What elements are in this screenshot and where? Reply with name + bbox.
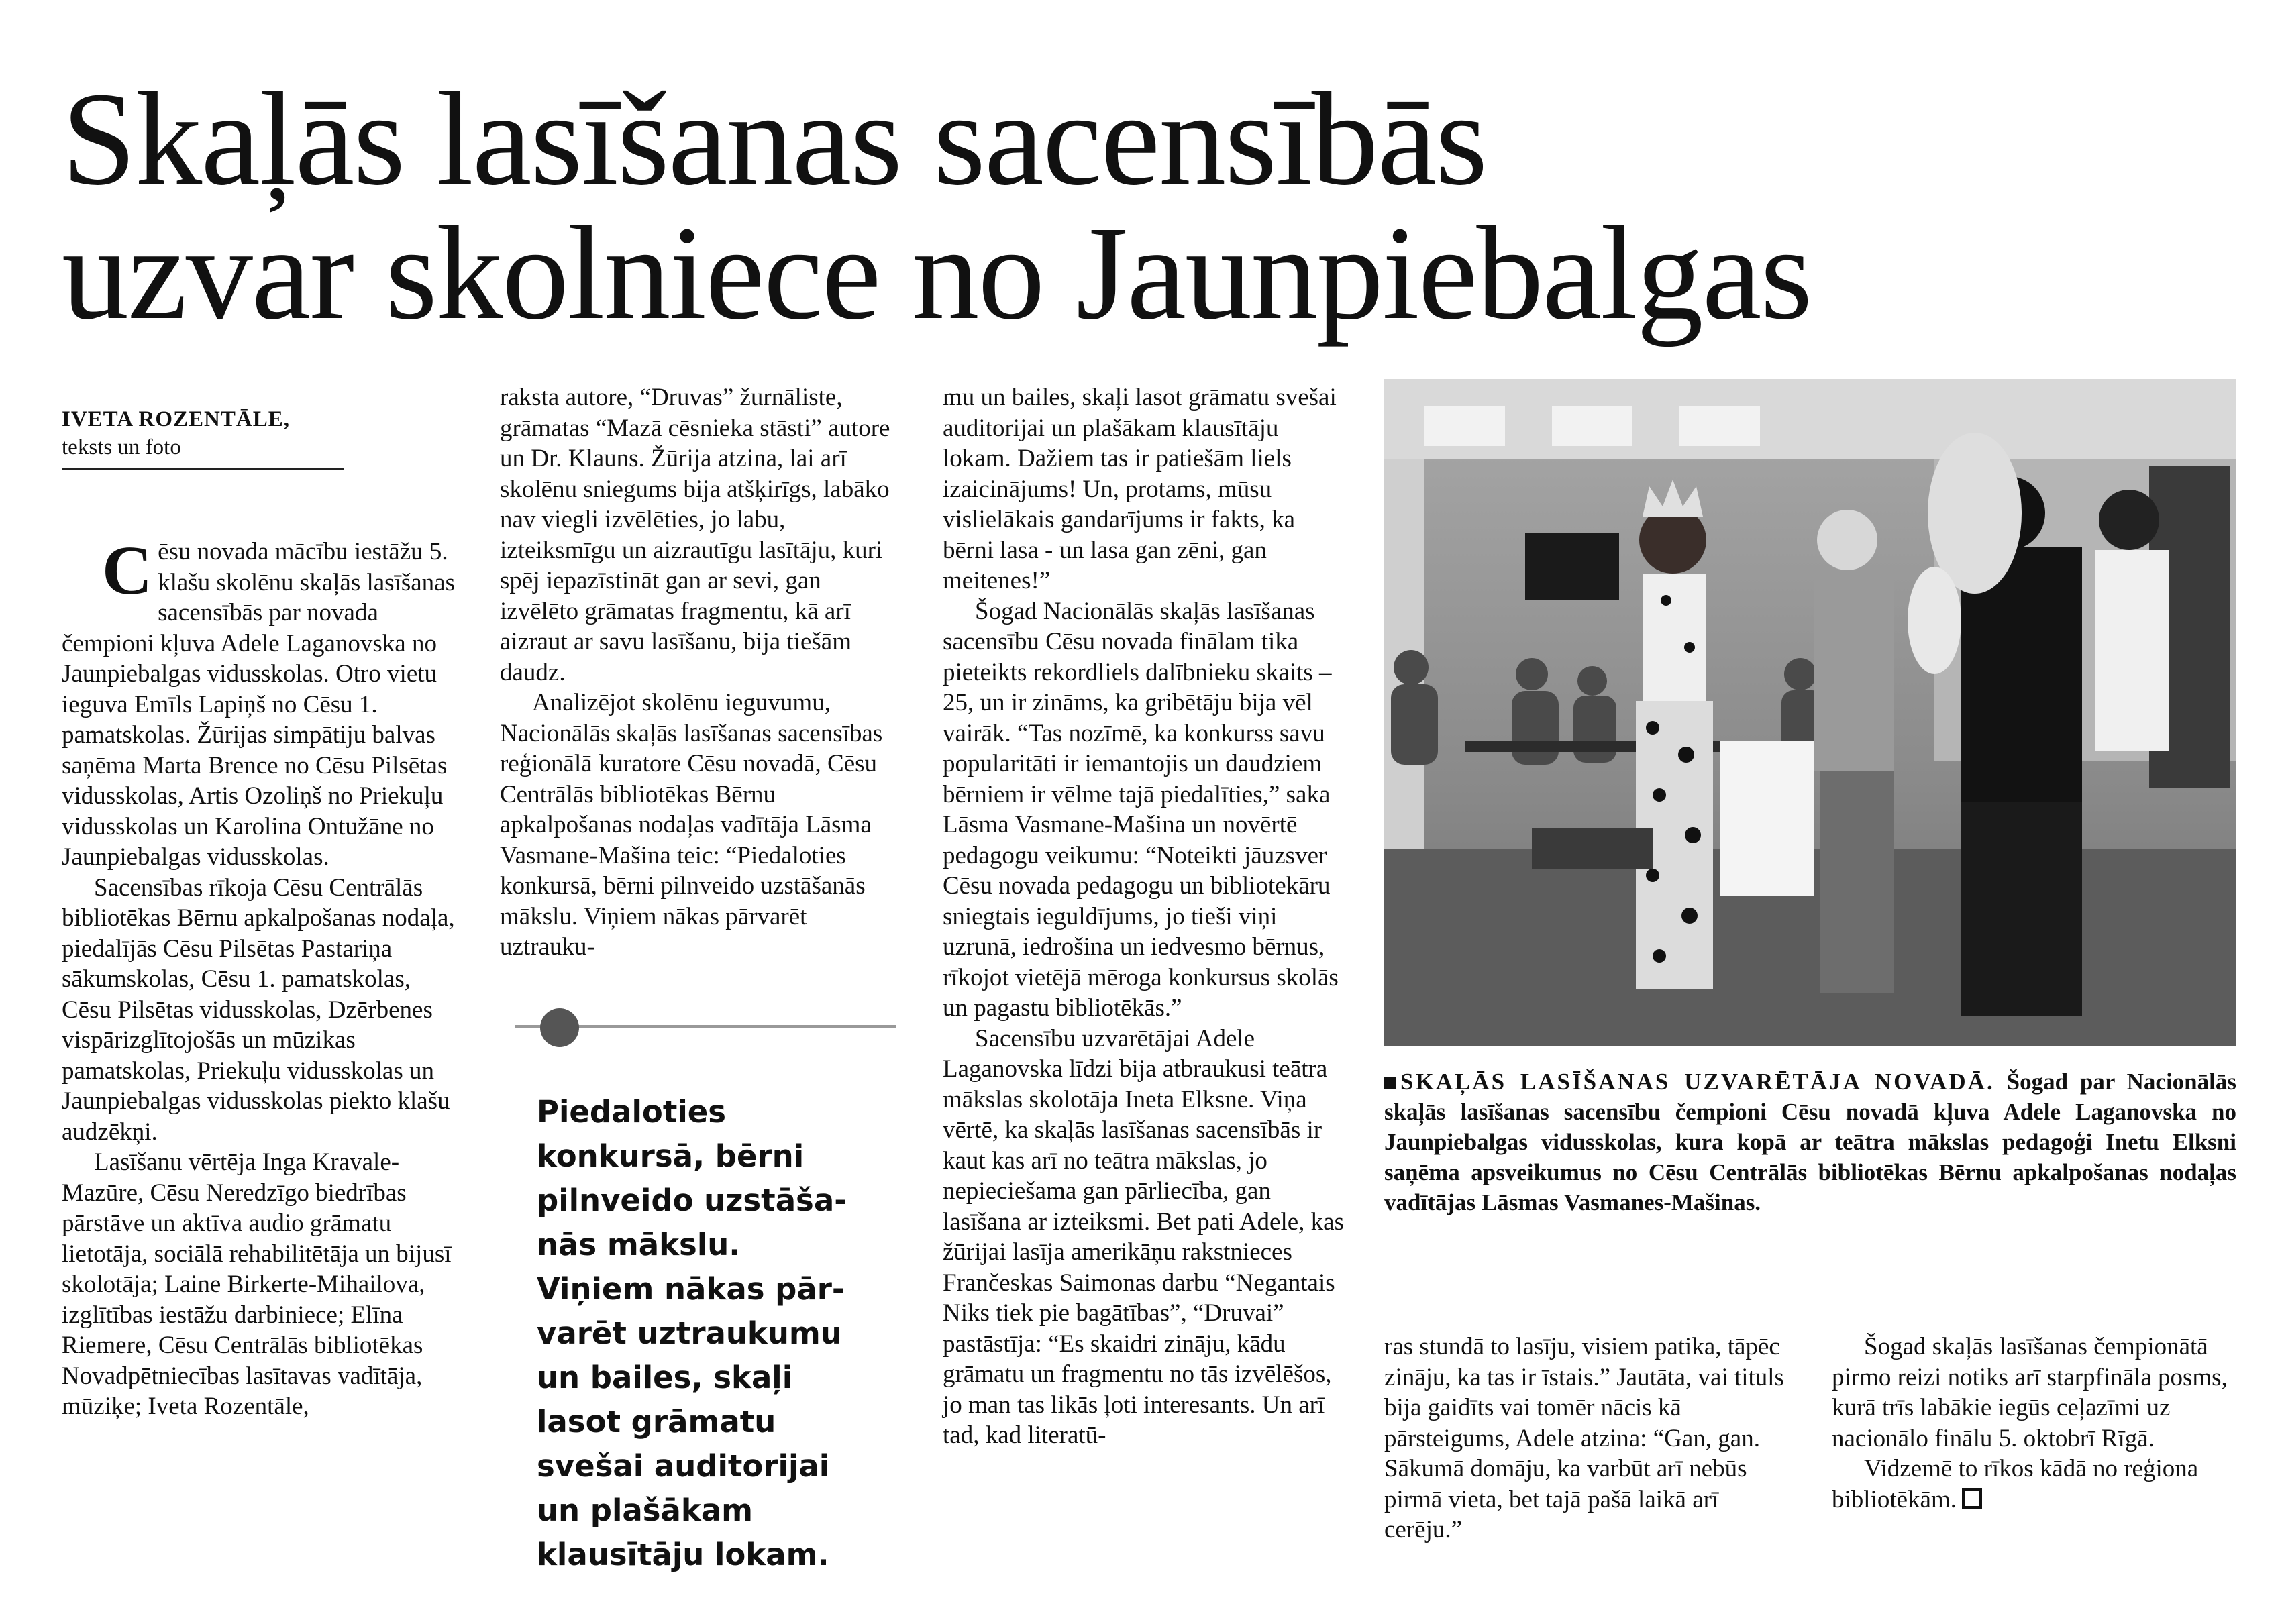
paragraph: ras stundā to lasīju, visiem patika, tāpēc zināju, ka tas ir īstais.” Jautāta, vai tituls bija gaidīts vai tomēr nācis kā pārsteigums, Adele atzina: “Gan, gan. Sākumā domāju, ka varbūt arī nebūs pirmā vieta, bet tajā pašā laikā arī cerēju.” [1384, 1333, 1784, 1544]
divider-dot-icon [540, 1008, 579, 1047]
photo-caption [1384, 1067, 2236, 1217]
paragraph [1832, 1454, 2234, 1515]
photo [1384, 379, 2236, 1046]
pull-quote: Piedaloties konkursā, bērni pilnveido uzstāša- nās mākslu. Viņiem nākas pār- varēt uztraukumu un bailes, skaļi lasot grāmatu svešai auditorijai un plašākam klausītāju lokam. [537, 1094, 847, 1572]
article-column-2 [500, 382, 902, 963]
caption-label: SKAĻĀS LASĪŠANAS UZVARĒTĀJA NOVADĀ. [1400, 1069, 1995, 1095]
paragraph: Šogad Nacionālās skaļās lasīšanas sacensību Cēsu novada finālam tika pieteikts rekordliels dalībnieku skaits – 25, un ir zināms, ka gribētāju bija vēl vairāk. “Tas nozīmē, ka konkurss savu popularitāti ir iemantojis un daudziem bērniem ir vēlme tajā piedalīties,” saka Lāsma Vasmane-Mašina un novērtē pedagogu veikumu: “Noteikti jāuzsver Cēsu novada pedagogu un bibliotekāru sniegtais ieguldījums, jo tieši viņi uzrunā, iedrošina un iedvesmo bērnus, rīkojot vietējā mēroga konkursus skolās un pagastu bibliotēkās.” [943, 597, 1339, 1022]
paragraph: mu un bailes, skaļi lasot grāmatu svešai auditorijai un plašākam klausītāju lokam. Dažiem tas ir patiešām liels izaicinājums! Un, protams, mūsu vislielākais gandarījums ir fakts, ka bērni lasa - un lasa gan zēni, gan meitenes!” [943, 384, 1337, 594]
byline [62, 405, 344, 470]
headline-line-2: uzvar skolniece no Jaunpiebalgas [62, 199, 1812, 347]
article-column-3 [943, 382, 1349, 1451]
paragraph: Šogad skaļās lasīšanas čempionātā pirmo reizi notiks arī starpfināla posms, kurā trīs labākie iegūs ceļazīmi uz nacionālo finālu 5. oktobrī Rīgā. [1832, 1333, 2228, 1452]
byline-role: teksts un foto [62, 435, 181, 459]
paragraph: ēsu novada mācību iestāžu 5. klašu skolēnu skaļās lasīšanas sacensībās par novada čempioni kļuva Adele Laganovska no Jaunpiebalgas vidusskolas. Otro vietu ieguva Emīls Lapiņš no Cēsu 1. pamatskolas. Žūrijas simpātiju balvas saņēma Marta Brence no Cēsu Pilsētas vidusskolas, Artis Ozoliņš no Priekuļu vidusskolas un Karolina Ontužāne no Jaunpiebalgas vidusskolas. [62, 538, 456, 871]
paragraph: Analizējot skolēnu ieguvumu, Nacionālās skaļās lasīšanas sacensības reģionālā kuratore Cēsu novadā, Cēsu Centrālās bibliotēkas Bērnu apkalpošanas nodaļas vadītāja Lāsma Vasmane-Mašina teic: “Piedaloties konkursā, bērni pilnveido uzstāšanās mākslu. Viņiem nākas pārvarēt uztrauku- [500, 689, 883, 961]
paragraph: raksta autore, “Druvas” žurnāliste, grāmatas “Mazā cēsnieka stāsti” autore un Dr. Klauns. Žūrija atzina, lai arī skolēnu sniegums bija atšķirīgs, labāko nav viegli izvēlēties, jo labu, izteiksmīgu un aizrautīgu lasītāju, kuri spēj iepazīstināt gan ar sevi, gan izvēlēto grāmatas fragmentu, kā arī aizraut ar savu lasīšanu, bija tiešām daudz. [500, 384, 890, 686]
caption-marker-icon [1384, 1077, 1396, 1089]
article-column-5 [1832, 1332, 2234, 1515]
closing-text: Vidzemē to rīkos kādā no reģiona bibliotēkām. [1832, 1455, 2199, 1513]
drop-cap: C [102, 532, 153, 609]
end-mark-icon [1962, 1488, 1982, 1509]
article-column-1 [62, 532, 458, 1422]
paragraph: Lasīšanu vērtēja Inga Kravale-Mazūre, Cēsu Neredzīgo biedrības pārstāve un aktīva audio grāmatu lietotāja, sociālā rehabilitētāja un bijusī skolotāja; Laine Birkerte-Mihailova, izglītības iestāžu darbiniece; Elīna Riemere, Cēsu Centrālās bibliotēkas Novadpētniecības lasītavas vadītāja, mūziķe; Iveta Rozentāle, [62, 1148, 452, 1420]
award-ceremony-photo-icon [1384, 379, 2236, 1046]
byline-author: IVETA ROZENTĀLE, [62, 407, 290, 431]
headline [62, 65, 2209, 347]
paragraph: Sacensības rīkoja Cēsu Centrālās bibliotēkas Bērnu apkalpošanas nodaļa, piedalījās Cēsu Pilsētas Pastariņa sākumskolas, Cēsu 1. pamatskolas, Cēsu Pilsētas vidusskolas, Dzērbenes vispārizglītojošās un mūzikas pamatskolas, Priekuļu vidusskolas un Jaunpiebalgas vidusskolas piekto klašu audzēkņi. [62, 873, 455, 1146]
article-column-4 [1384, 1332, 1787, 1546]
paragraph: Sacensību uzvarētājai Adele Laganovska līdzi bija atbraukusi teātra mākslas skolotāja Ineta Elksne. Viņa vērtē, ka skaļās lasīšanas sacensībās ir kaut kas arī no teātra mākslas, jo nepieciešama gan pārliecība, gan lasīšana ar izteiksmi. Bet pati Adele, kas žūrijai lasīja amerikāņu rakstnieces Frančeskas Saimonas darbu “Negantais Niks tiek pie bagātības”, “Druvai” pastāstīja: “Es skaidri zināju, kādu grāmatu un fragmentu no tās izvēlēšos, jo man tas likās ļoti interesants. Un arī tad, kad literatū- [943, 1024, 1344, 1449]
headline-line-1: Skaļās lasīšanas sacensībās [62, 65, 1487, 213]
caption-text: Šogad par Nacionālās skaļās lasīšanas sacensību čempioni Cēsu novadā kļuva Adele Laganovska no Jaunpiebalgas vidusskolas, kura kopā ar teātra mākslas pedagoģi Inetu Elksni saņēma apsveikumus no Cēsu Centrālās bibliotēkas Bērnu apkalpošanas nodaļas vadītājas Lāsmas Vasmanes-Mašinas. [1384, 1069, 2236, 1215]
